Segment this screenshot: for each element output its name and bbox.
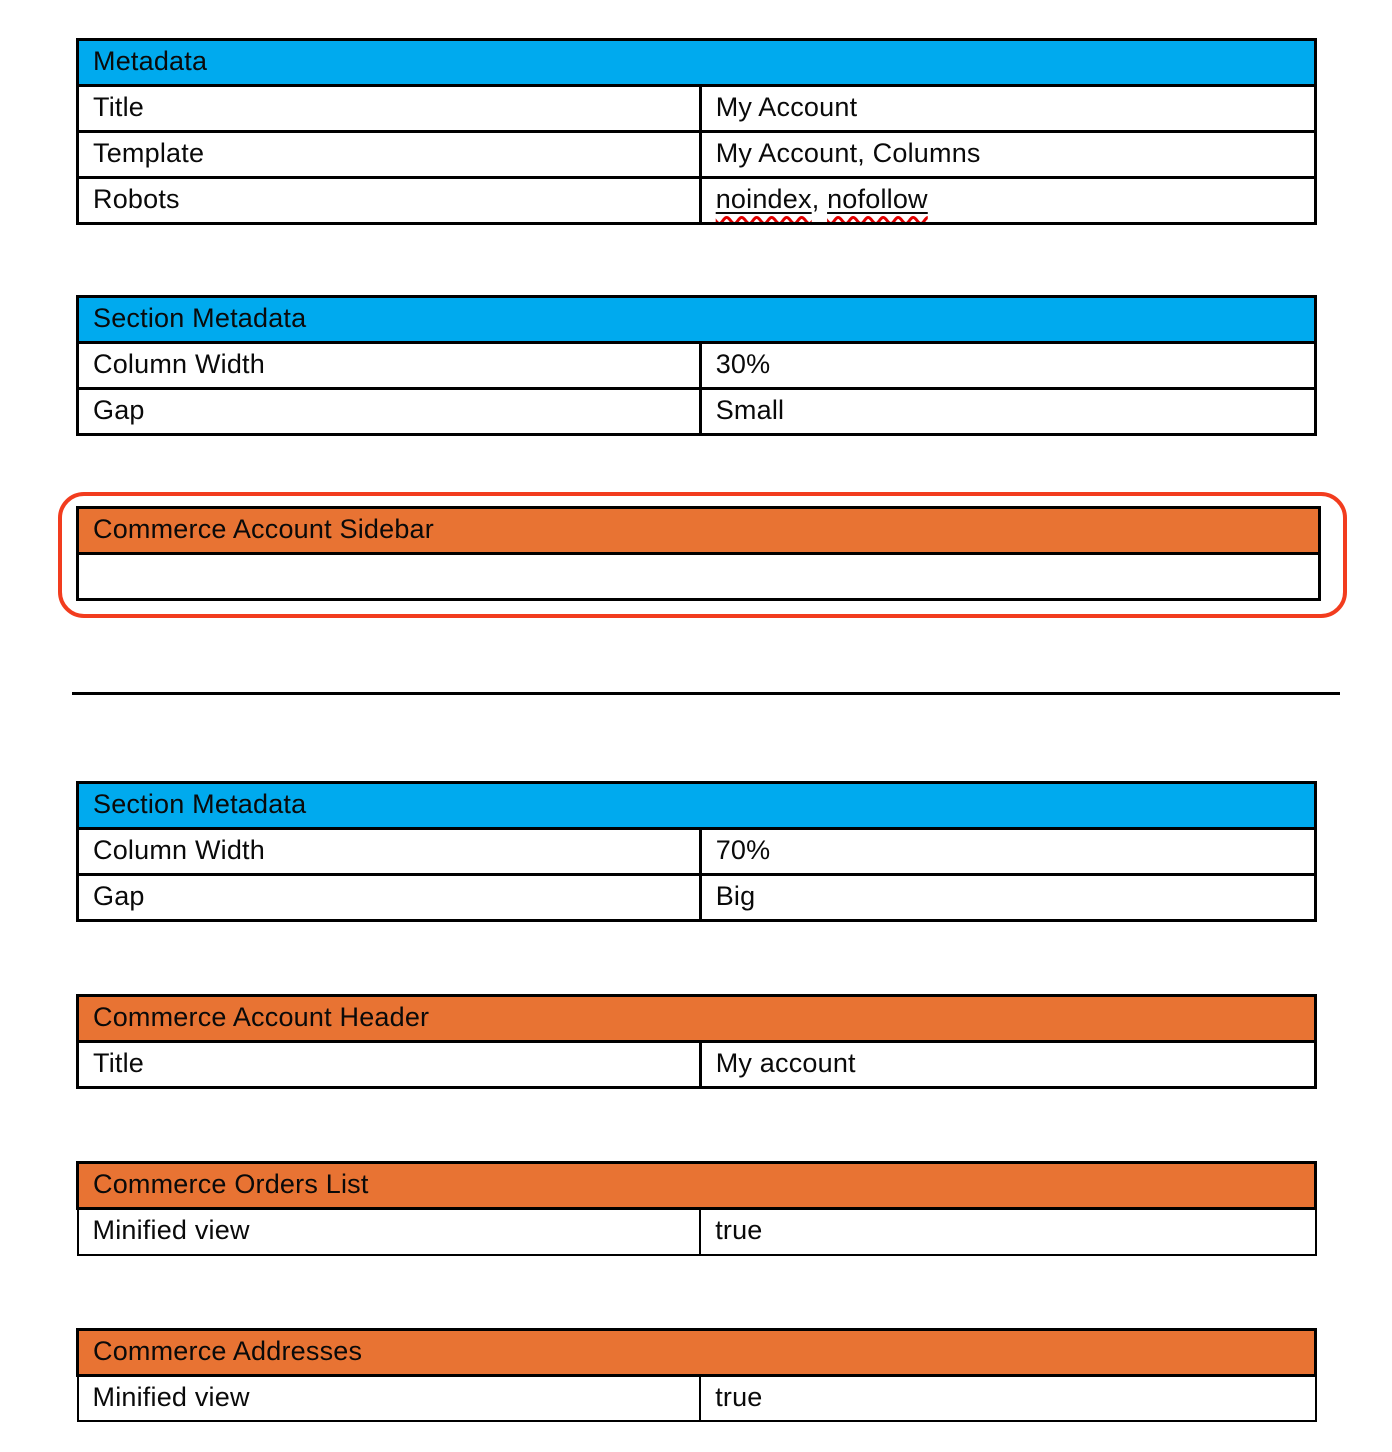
table-header-row xyxy=(78,1329,1316,1375)
section-divider xyxy=(72,692,1340,695)
table-row xyxy=(78,554,1320,600)
row-value-cell[interactable]: My Account xyxy=(700,86,1315,132)
table-row xyxy=(78,178,1316,224)
row-key-cell[interactable]: Column Width xyxy=(78,829,701,875)
row-value-cell[interactable]: Small xyxy=(700,389,1315,435)
table-header-row xyxy=(78,508,1320,554)
row-value-cell[interactable]: 30% xyxy=(700,343,1315,389)
empty-content-cell[interactable] xyxy=(78,554,1320,600)
table-header-row xyxy=(78,1163,1316,1209)
table-row xyxy=(78,343,1316,389)
misspelled-word: noindex xyxy=(715,184,812,214)
table-header-row xyxy=(78,783,1316,829)
table-header-row xyxy=(78,40,1316,86)
section-metadata-title-cell[interactable]: Section Metadata xyxy=(78,783,1316,829)
value-separator: , xyxy=(811,184,828,214)
table-row xyxy=(78,1042,1316,1088)
table-row xyxy=(78,132,1316,178)
row-key-cell[interactable]: Title xyxy=(78,1042,701,1088)
row-value-cell[interactable]: true xyxy=(700,1375,1315,1421)
commerce-orders-list-title-cell[interactable]: Commerce Orders List xyxy=(78,1163,1316,1209)
row-value-cell[interactable]: Big xyxy=(700,875,1315,921)
row-key-cell[interactable]: Minified view xyxy=(78,1209,701,1255)
misspelled-word: nofollow xyxy=(827,184,928,214)
row-key-cell[interactable]: Gap xyxy=(78,389,701,435)
row-key-cell[interactable]: Column Width xyxy=(78,343,701,389)
row-value-cell[interactable]: true xyxy=(700,1209,1315,1255)
row-value-cell[interactable]: My account xyxy=(700,1042,1315,1088)
row-key-cell[interactable]: Robots xyxy=(78,178,701,224)
row-key-cell[interactable]: Gap xyxy=(78,875,701,921)
row-value-cell[interactable] xyxy=(700,178,1315,224)
row-key-cell[interactable]: Template xyxy=(78,132,701,178)
block-selection-outline xyxy=(58,492,1347,618)
section-metadata-table-2 xyxy=(76,781,1317,922)
section-metadata-table-1 xyxy=(76,295,1317,436)
commerce-account-header-table xyxy=(76,994,1317,1089)
commerce-account-sidebar-title-cell[interactable]: Commerce Account Sidebar xyxy=(78,508,1320,554)
table-row xyxy=(78,1375,1316,1421)
row-key-cell[interactable]: Minified view xyxy=(78,1375,701,1421)
row-value-cell[interactable]: 70% xyxy=(700,829,1315,875)
metadata-table xyxy=(76,38,1317,225)
table-row xyxy=(78,389,1316,435)
section-metadata-title-cell[interactable]: Section Metadata xyxy=(78,297,1316,343)
row-key-cell[interactable]: Title xyxy=(78,86,701,132)
commerce-addresses-table xyxy=(76,1328,1317,1423)
commerce-account-sidebar-table xyxy=(76,506,1321,601)
table-row xyxy=(78,829,1316,875)
row-value-cell[interactable]: My Account, Columns xyxy=(700,132,1315,178)
table-row xyxy=(78,875,1316,921)
table-header-row xyxy=(78,996,1316,1042)
table-header-row xyxy=(78,297,1316,343)
table-row xyxy=(78,1209,1316,1255)
commerce-account-header-title-cell[interactable]: Commerce Account Header xyxy=(78,996,1316,1042)
commerce-orders-list-table xyxy=(76,1161,1317,1256)
metadata-title-cell[interactable]: Metadata xyxy=(78,40,1316,86)
table-row xyxy=(78,86,1316,132)
commerce-addresses-title-cell[interactable]: Commerce Addresses xyxy=(78,1329,1316,1375)
